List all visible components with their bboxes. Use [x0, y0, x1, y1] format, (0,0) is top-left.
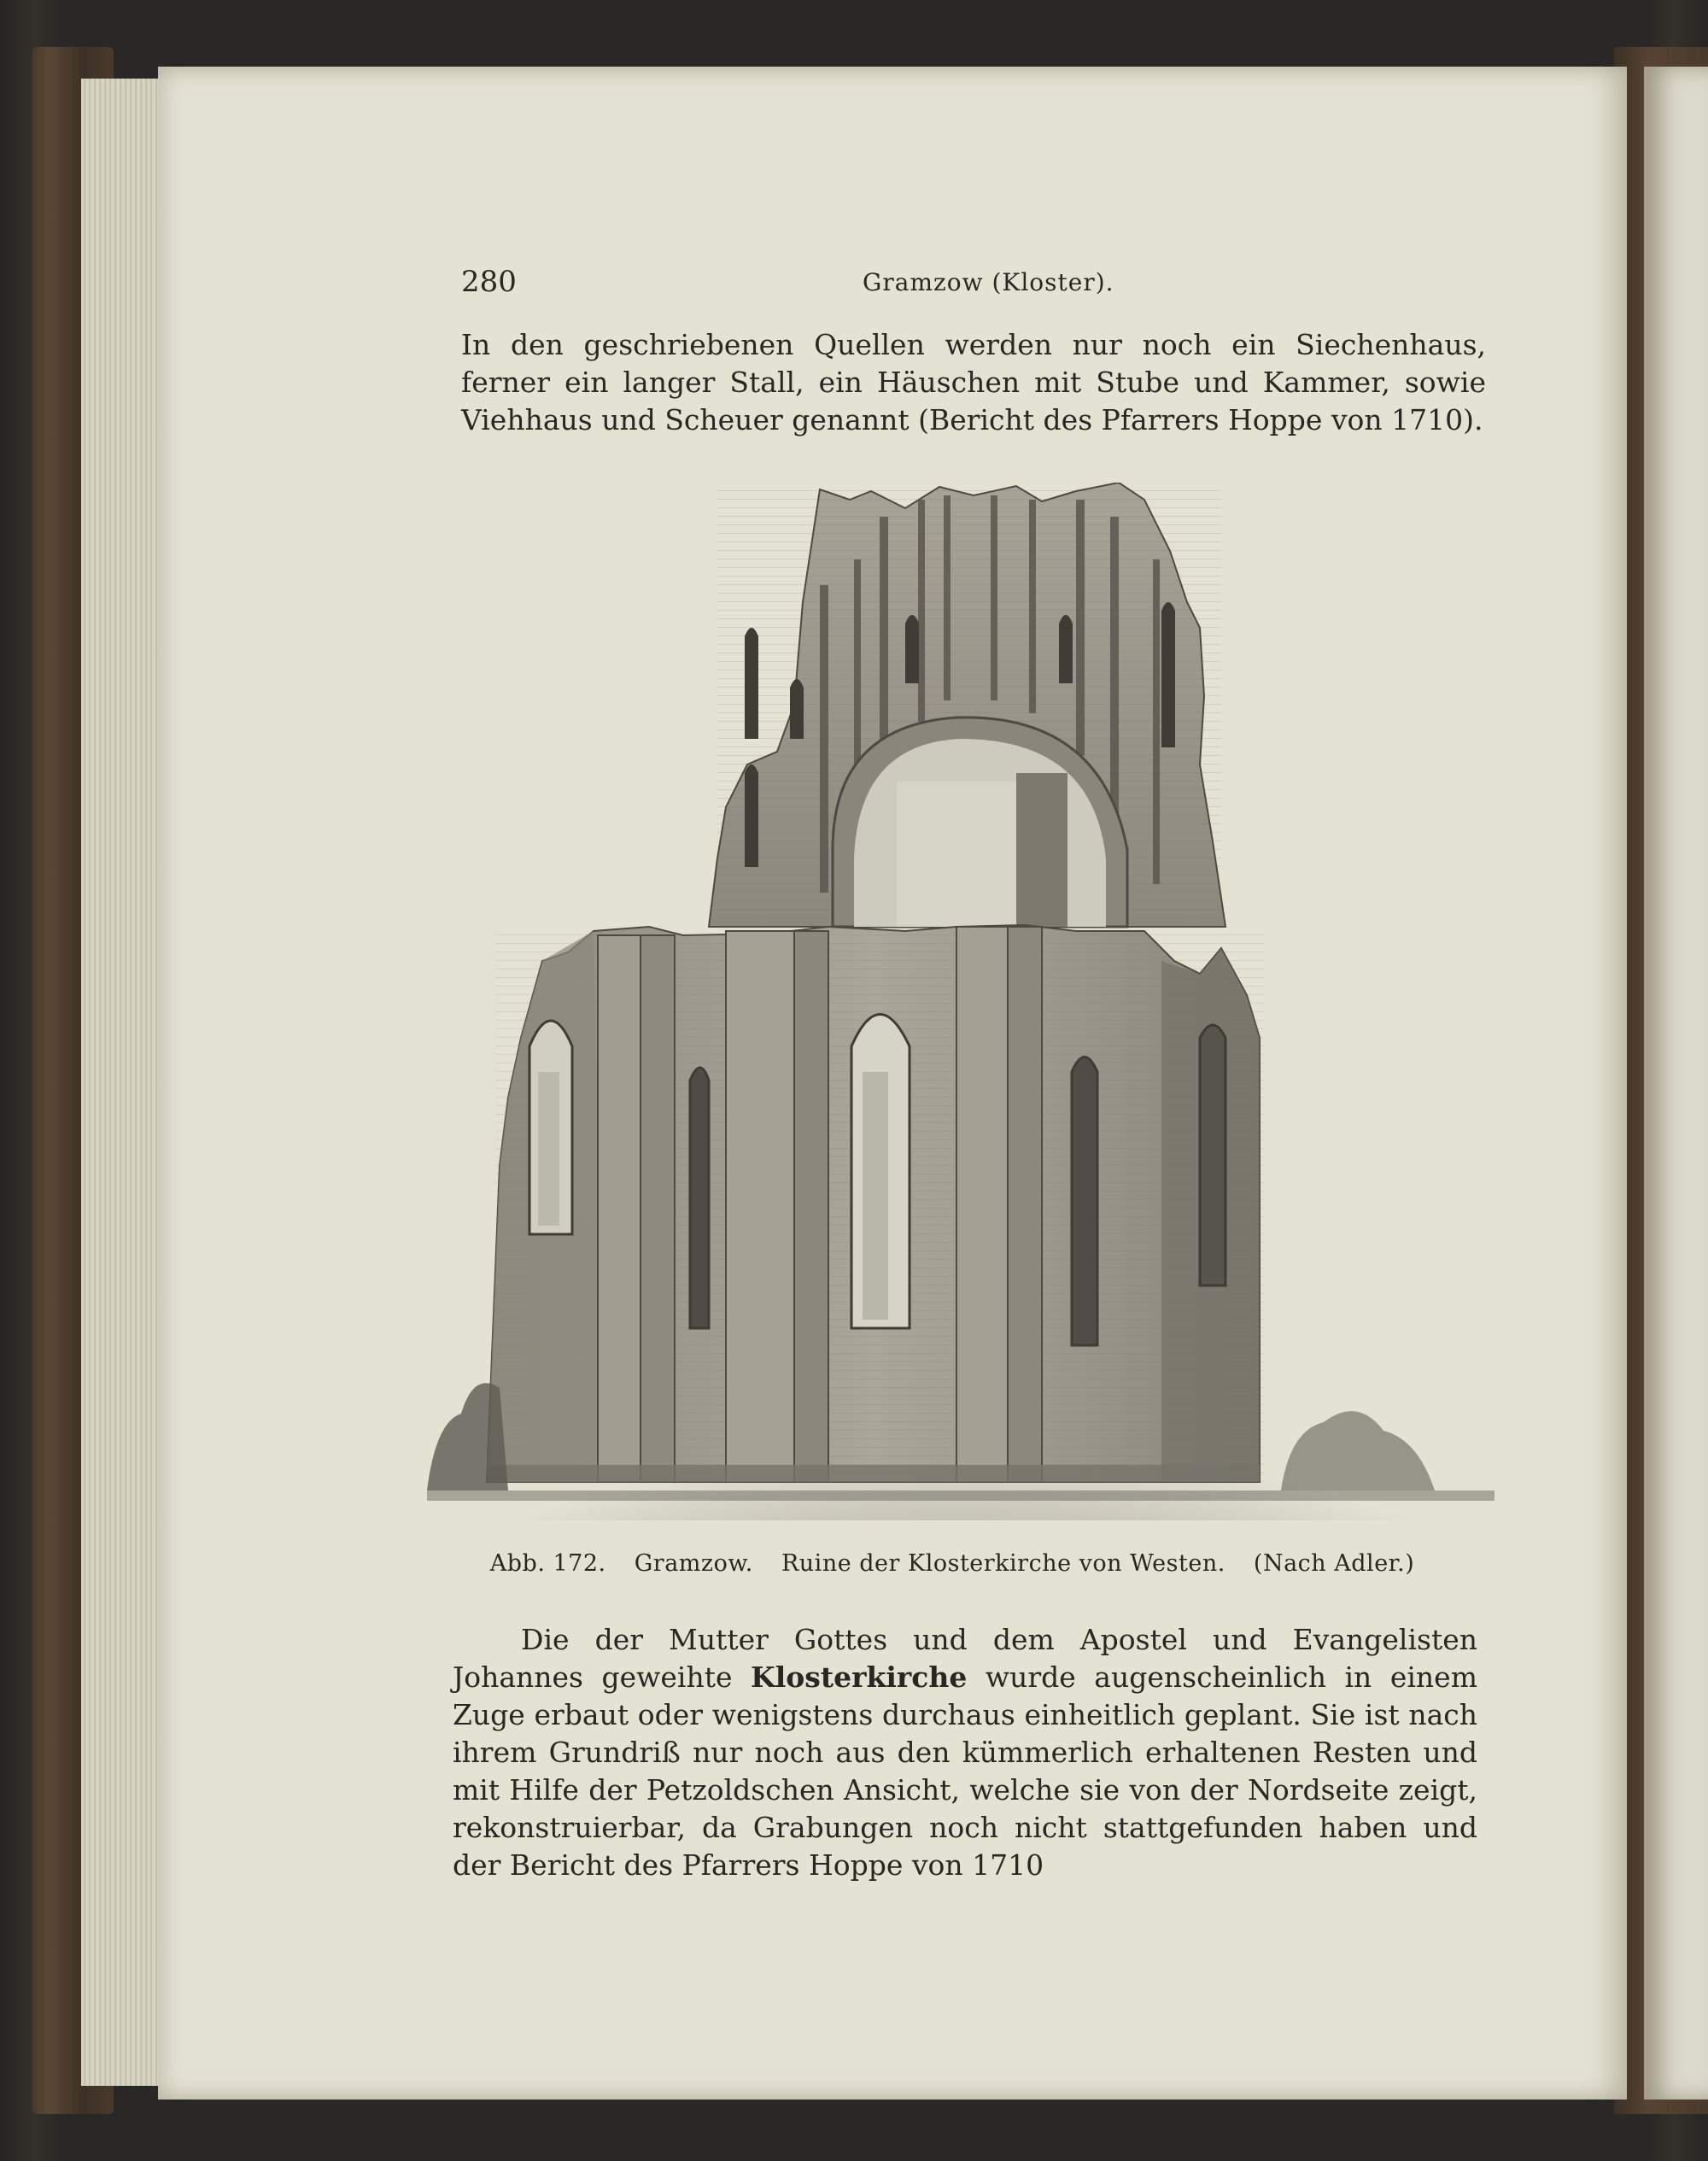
paragraph-church	[453, 1621, 1477, 1884]
next-page-edge	[1644, 67, 1708, 2100]
paragraph-church-start: Die der Mutter Gottes und dem Apostel und Evangelisten Johannes geweihte	[453, 1623, 1477, 1694]
caption-label: Abb. 172.	[489, 1550, 606, 1577]
caption-title: Ruine der Klosterkirche von Westen.	[781, 1550, 1225, 1577]
paragraph-church-rest: wurde augenscheinlich in einem Zuge erbaut oder wenigstens durchaus einheitlich geplant. Sie ist nach ihrem Grundriß nur noch aus den kümmerlich erhaltenen Resten und mit Hilfe der Petzoldschen Ansicht, welche sie von der Nordseite zeigt, rekonstruierbar, da Grabungen noch nicht stattgefunden haben und der Bericht des Pfarrers Hoppe von 1710	[453, 1660, 1477, 1882]
page-number: 280	[461, 265, 517, 299]
church-ruin-drawing	[427, 483, 1494, 1520]
running-head: Gramzow (Kloster).	[863, 268, 1114, 296]
ruin-illustration	[427, 483, 1494, 1520]
caption-place: Gramzow.	[634, 1550, 753, 1577]
paragraph-church-keyword: Klosterkirche	[751, 1660, 968, 1694]
caption-source: (Nach Adler.)	[1253, 1550, 1415, 1577]
paragraph-intro: In den geschriebenen Quellen werden nur noch ein Siechenhaus, ferner ein langer Stall, ein Häuschen mit Stube und Kammer, sowie Viehhaus und Scheuer genannt (Bericht des Pfarrers Hoppe von 1710).	[461, 328, 1486, 436]
figure-caption	[478, 1550, 1426, 1577]
